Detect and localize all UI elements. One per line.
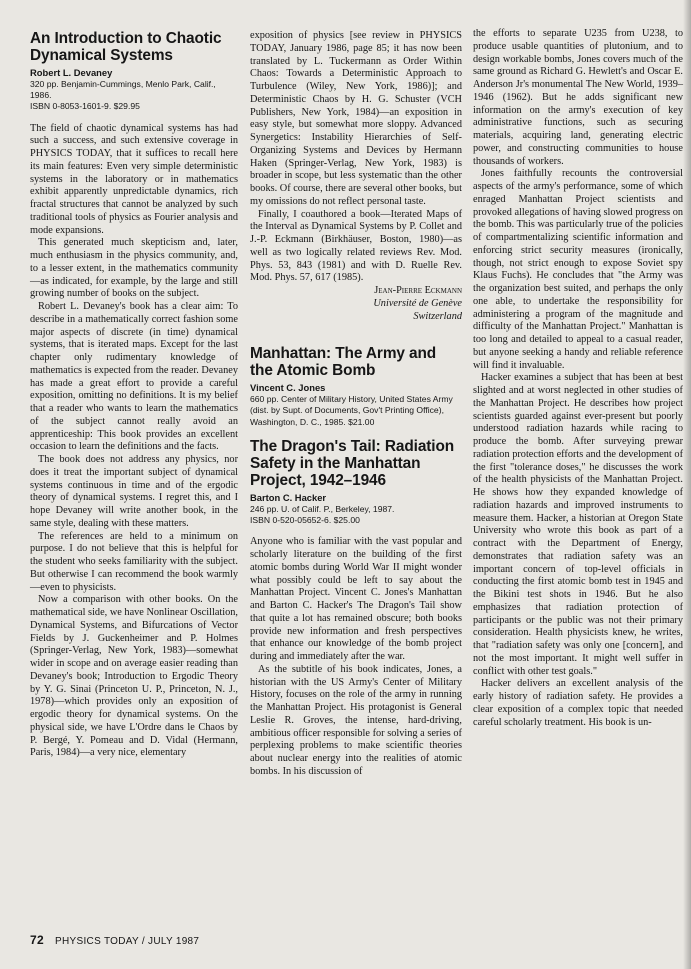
paragraph-continued: the efforts to separate U235 from U238, to produce usable quantities of plutonium, and to design workable bombs, Jones covers much of the same ground as Richard G. Hewlett's and Oscar E. Anderson Jr's monumental The New World, 1939–1946 (1962). But he adds significant new information on the army's execution of key administrative functions, such as securing materials, acquiring land, generating electric power, and constructing communities to house thousands of workers. bbox=[473, 28, 683, 167]
page-footer bbox=[30, 933, 199, 947]
book-publication-info: 246 pp. U. of Calif. P., Berkeley, 1987. bbox=[250, 503, 395, 514]
paragraph: Robert L. Devaney's book has a clear aim: To describe in a mathematically correct fashion some major aspects of discrete (in time) dynamical systems, that is iterated maps. Except for the last chapter only rudimentary knowledge of mathematics is expected from the reader. Devaney has made a great effort to provide a careful exposition, omitting no definitions. It is my belief that a reader who wants to learn the mathematics of the subject cannot really avoid an apprenticeship: This book provides an excellent occasion to learn the definitions and the facts. bbox=[30, 301, 238, 453]
book-publication-info: 320 pp. Benjamin-Cummings, Menlo Park, Calif., 1986. bbox=[30, 79, 216, 101]
book-author: Robert L. Devaney bbox=[30, 67, 113, 78]
review-title: An Introduction to Chaotic Dynamical Systems bbox=[30, 30, 222, 64]
book-author: Barton C. Hacker bbox=[250, 491, 327, 503]
page-number: 72 bbox=[30, 933, 44, 947]
book-isbn-price: ISBN 0-8053-1601-9. $29.95 bbox=[30, 101, 140, 112]
reviewer-location: Switzerland bbox=[413, 310, 462, 322]
review-body bbox=[250, 536, 462, 778]
review-body-continued bbox=[250, 30, 462, 285]
review-title: The Dragon's Tail: Radiation Safety in the Manhattan Project, 1942–1946 bbox=[250, 437, 455, 489]
paragraph: This generated much skepticism and, later, much enthusiasm in the physics community, and, to a lesser extent, in the mathematics community—as indicated, for example, by the large and still growing number of books on the subject. bbox=[30, 237, 238, 300]
paragraph: Anyone who is familiar with the vast popular and scholarly literature on the building of the first atomic bombs during World War II might wonder what possibly could be left to say about the Manhattan Project. Vincent C. Jones's Manhattan and Barton C. Hacker's The Dragon's Tail show that quite a lot has remained obscure; both books provide new information and fresh perspectives that enhance our knowledge of the bomb project during and immediately after the war. bbox=[250, 536, 462, 663]
book-publication-info: 660 pp. Center of Military History, United States Army (dist. by Supt. of Documents, Gov't Printing Office), Washington, D. C., 1985. $21.00 bbox=[250, 394, 453, 427]
page-edge-shadow bbox=[683, 0, 691, 969]
paragraph: The book does not address any physics, nor does it treat the important subject of dynamical systems continuous in time and of the ergodic theory of dynamical systems. I regret this, and I hope Devaney will write another book, in the same style, dealing with these matters. bbox=[30, 454, 238, 529]
book-isbn-price: ISBN 0-520-05652-6. $25.00 bbox=[250, 515, 360, 526]
reviewer-name: Jean-Pierre Eckmann bbox=[374, 285, 462, 296]
publication-name: PHYSICS TODAY / JULY 1987 bbox=[55, 936, 200, 947]
paragraph: The references are held to a minimum on purpose. I do not believe that this is helpful for the student who seeks familiarity with the subject. But otherwise I can recommend the book warmly—even to physicists. bbox=[30, 530, 238, 593]
column-3 bbox=[473, 28, 683, 729]
reviewer-affiliation: Université de Genève bbox=[373, 297, 462, 309]
paragraph-split: Now a comparison with other books. On the mathematical side, we have Nonlinear Oscillation, Dynamical Systems, and Bifurcations of Vector Fields by J. Guckenheimer and P. Holmes (Springer-Verlag, New York, 1983)—somewhat wider in scope and on average easier reading than Devaney's book; Introduction to Ergodic Theory by Y. G. Sinai (Princeton U. P., Princeton, N. J., 1978)—which provides only an exposition of ergodic theory for dynamical systems. On the physical side, we have L'Ordre dans le Chaos by P. Bergé, Y. Pomeau and D. Vidal (Hermann, Paris, 1984)—a very nice, elementary bbox=[30, 594, 238, 759]
review-body bbox=[30, 123, 238, 761]
paragraph-split: As the subtitle of his book indicates, Jones, a historian with the US Army's Center of Military History, focuses on the role of the army in running the Manhattan Project. His protagonist is General Leslie R. Groves, the intense, hard-driving, ambitious officer responsible for solving a series of perplexing problems to make scientific theories about nuclear energy into the realities of atomic bombs. In his discussion of bbox=[250, 663, 462, 777]
column-1 bbox=[30, 30, 238, 760]
paragraph: Hacker examines a subject that has been at best slighted and at worst neglected in other studies of the Manhattan Project. He describes how project scientists guarded against ever-present but poorly understood radiation hazards while racing to produce the bomb. After surveying prewar radiation protection efforts and the development of the first "tolerance doses," he discusses the work of the health physicists of the Manhattan Project. He shows how they expanded knowledge of radiation hazards and improved instruments to measure them. Hacker, a historian at Oregon State University who wrote this book as part of a contract with the Department of Energy, demonstrates that radiation safety was an important concern of top-level officials in conducting the first atomic bomb test in 1945 and the Bikini test shots in 1946. But he also emphasizes that radiation protection of participants or the public was not their primary consideration. Health physicists knew, he writes, that "radiation safety was only one [concern], and not the most important. It might well suffer in conflict with other test goals." bbox=[473, 372, 683, 677]
paragraph-continued: exposition of physics [see review in PHYSICS TODAY, January 1986, page 85; it has now been translated by L. Tuckermann as Order Within Chaos: Towards a Deterministic Approach to Turbulence (Wiley, New York, 1986)]; and Deterministic Chaos by H. G. Schuster (VCH Publishers, New York, 1984)—an exposition in easy style, but somewhat more sloppy. Advanced Synergetics: Instability Hierarchies of Self-Organizing Systems and Devices by Hermann Haken (Springer-Verlag, New York, 1983) is broader in scope, but less systematic than the other books. Of course, there are several other books, but my omissions do not reflect personal taste. bbox=[250, 30, 462, 207]
review-body-continued bbox=[473, 28, 683, 729]
paragraph: Hacker delivers an excellent analysis of the early history of radiation safety. He provides a clear exposition of a complex topic that needed careful scholarly treatment. His book is un- bbox=[473, 678, 683, 728]
book-author: Vincent C. Jones bbox=[250, 382, 326, 394]
review-title: Manhattan: The Army and the Atomic Bomb bbox=[250, 345, 437, 380]
column-2 bbox=[250, 30, 462, 779]
paragraph: The field of chaotic dynamical systems has had such a success, and such extensive coverage in PHYSICS TODAY, that it suffices to recall here its main features: Even very simple deterministic systems in the laboratory or in mathematics exhibit apparently unpredictable dynamics, rich fractal structures that cannot be analyzed by such traditional tools of physics as Fourier analysis and mode expansions. bbox=[30, 122, 238, 236]
paragraph: Finally, I coauthored a book—Iterated Maps of the Interval as Dynamical Systems by P. Collet and J.-P. Eckmann (Birkhäuser, Boston, 1980)—as well as two logically related reviews Rev. Mod. Phys. 53, 843 (1981) and with D. Ruelle Rev. Mod. Phys. 57, 617 (1985). bbox=[250, 208, 462, 284]
paragraph: Jones faithfully recounts the controversial aspects of the army's performance, some of which enraged Manhattan Project scientists and provoked allegations of having slowed progress on the bomb. This was particularly true of the policies of compartmentalizing scientific information and enforcing strict security measures (ironically, though, not strict enough to expose Soviet spy Klaus Fuchs). He concludes that "the Army was the organization best suited, and perhaps the only one able, to undertake the responsibility for administering a program of the magnitude and difficulty of the Manhattan Project." Manhattan is too long and detailed to appeal to a casual reader, but anyone seeking a handy and reliable reference will find it invaluable. bbox=[473, 168, 683, 371]
